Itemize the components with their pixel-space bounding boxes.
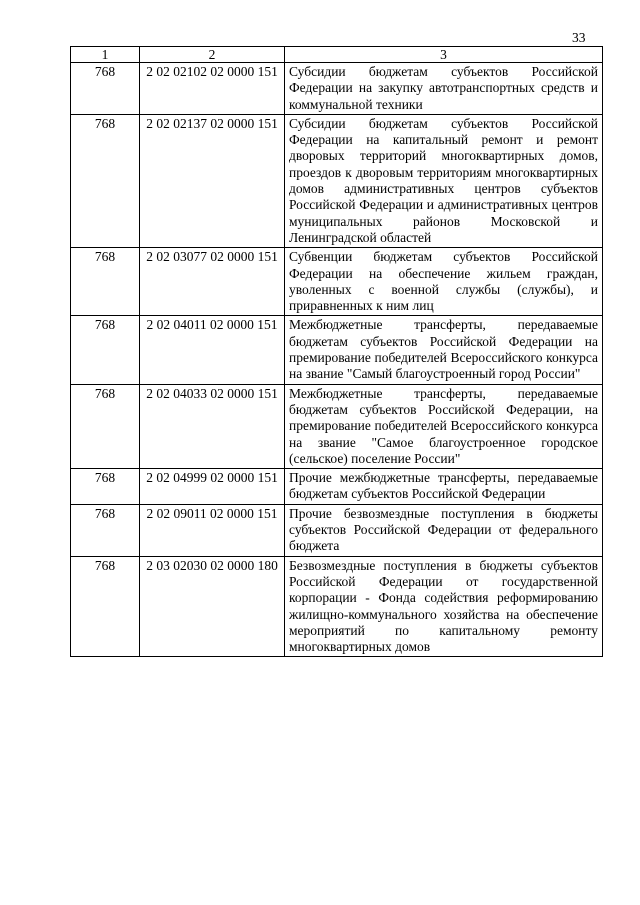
table-row bbox=[71, 63, 603, 115]
admin-code-cell: 768 bbox=[71, 316, 140, 384]
income-name-cell: Субвенции бюджетам субъектов Российской Федерации на обеспечение жильем граждан, уволенных с военной службы (службы), и приравненных к ним лиц bbox=[285, 248, 603, 316]
table-row bbox=[71, 504, 603, 556]
table-row bbox=[71, 114, 603, 247]
table-header-row bbox=[71, 47, 603, 63]
budget-code-cell: 2 02 02137 02 0000 151 bbox=[140, 114, 285, 247]
budget-code-cell: 2 02 04033 02 0000 151 bbox=[140, 384, 285, 468]
admin-code-cell: 768 bbox=[71, 384, 140, 468]
page-number: 33 bbox=[572, 30, 586, 45]
admin-code-cell: 768 bbox=[71, 63, 140, 115]
income-name-cell: Безвозмездные поступления в бюджеты субъектов Российской Федерации от государственной корпорации - Фонда содействия реформированию жилищно-коммунального хозяйства на обеспечение мероприятий по капитальному ремонту многоквартирных домов bbox=[285, 556, 603, 657]
income-name-cell: Межбюджетные трансферты, передаваемые бюджетам субъектов Российской Федерации, на премирование победителей Всероссийского конкурса на звание "Самое благоустроенное городское (сельское) поселение России" bbox=[285, 384, 603, 468]
income-name-cell: Прочие межбюджетные трансферты, передаваемые бюджетам субъектов Российской Федерации bbox=[285, 469, 603, 505]
income-name-cell: Субсидии бюджетам субъектов Российской Федерации на закупку автотранспортных средств и коммунальной техники bbox=[285, 63, 603, 115]
table-row bbox=[71, 316, 603, 384]
table-row bbox=[71, 248, 603, 316]
budget-classification-table bbox=[70, 46, 603, 657]
admin-code-cell: 768 bbox=[71, 469, 140, 505]
budget-code-cell: 2 02 04999 02 0000 151 bbox=[140, 469, 285, 505]
budget-code-cell: 2 02 09011 02 0000 151 bbox=[140, 504, 285, 556]
budget-code-cell: 2 02 02102 02 0000 151 bbox=[140, 63, 285, 115]
admin-code-cell: 768 bbox=[71, 556, 140, 657]
income-name-cell: Прочие безвозмездные поступления в бюджеты субъектов Российской Федерации от федерального бюджета bbox=[285, 504, 603, 556]
table-row bbox=[71, 384, 603, 468]
table-row bbox=[71, 469, 603, 505]
budget-code-cell: 2 03 02030 02 0000 180 bbox=[140, 556, 285, 657]
admin-code-cell: 768 bbox=[71, 248, 140, 316]
budget-code-cell: 2 02 03077 02 0000 151 bbox=[140, 248, 285, 316]
admin-code-cell: 768 bbox=[71, 504, 140, 556]
admin-code-cell: 768 bbox=[71, 114, 140, 247]
column-header-2: 2 bbox=[140, 47, 285, 63]
column-header-3: 3 bbox=[285, 47, 603, 63]
budget-code-cell: 2 02 04011 02 0000 151 bbox=[140, 316, 285, 384]
table-row bbox=[71, 556, 603, 657]
column-header-1: 1 bbox=[71, 47, 140, 63]
income-name-cell: Межбюджетные трансферты, передаваемые бюджетам субъектов Российской Федерации на премирование победителей Всероссийского конкурса на звание "Самый благоустроенный город России" bbox=[285, 316, 603, 384]
income-name-cell: Субсидии бюджетам субъектов Российской Федерации на капитальный ремонт и ремонт дворовых территорий многоквартирных домов, проездов к дворовым территориям многоквартирных домов административных центров субъектов Российской Федерации и административных центров муниципальных районов Московской и Ленинградской областей bbox=[285, 114, 603, 247]
